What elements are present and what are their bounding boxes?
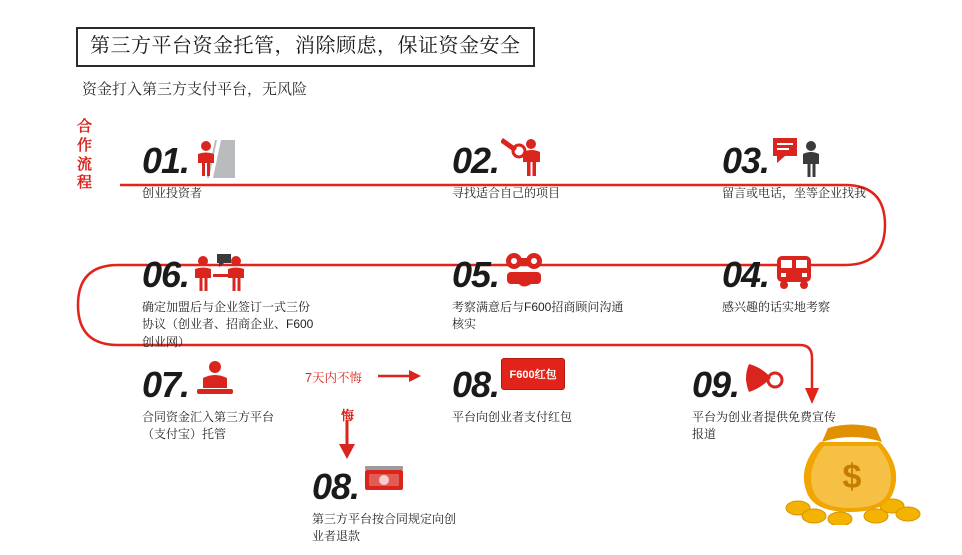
handshake-people-icon [191,248,239,292]
step-01 [142,132,292,202]
step-04-text: 感兴趣的话实地考察 [722,300,831,314]
step-09-head [692,356,842,405]
step-06-head [142,246,314,295]
step-08-payout [452,356,602,426]
step-08-refund-head [312,458,462,507]
step-03-head [722,132,872,181]
road-investor-icon [191,134,239,178]
step-04-head [722,246,872,295]
page-subtitle: 资金打入第三方支付平台，无风险 [82,81,308,98]
bus-icon [771,248,819,292]
person-search-icon [501,134,549,178]
step-07-text: 合同资金汇入第三方平台（支付宝）托管 [142,410,275,442]
step-05-head [452,246,624,295]
step-04-number: 04. [722,253,770,295]
step-01-number: 01. [142,139,190,181]
step-02-head [452,132,602,181]
step-08-payout-number: 08. [452,363,500,405]
step-05-number: 05. [452,253,500,295]
step-03-number: 03. [722,139,770,181]
step-06-number: 06. [142,253,190,295]
flow-side-label: 合作流程 [76,118,93,192]
step-02 [452,132,602,202]
step-08-payout-head [452,356,602,405]
telephone-icon [501,248,549,292]
step-07-number: 07. [142,363,190,405]
step-06 [142,246,314,351]
step-05 [452,246,624,334]
step-07 [142,356,292,444]
money-stack-icon [361,460,409,504]
step-08-refund-number: 08. [312,465,360,507]
step-01-head [142,132,292,181]
red-packet-badge: F600红包 [501,358,565,390]
seven-days-annotation: 7天内不悔 [305,371,362,385]
megaphone-icon [741,358,789,402]
money-bag-icon [780,400,925,525]
page-title: 第三方平台资金托管，消除顾虑，保证资金安全 [76,27,535,67]
step-05-text: 考察满意后与F600招商顾问沟通核实 [452,300,624,332]
svg-text:$: $ [842,458,862,496]
step-03-text: 留言或电话，坐等企业找我 [722,186,867,200]
step-09-text: 平台为创业者提供免费宣传报道 [692,410,837,442]
regret-annotation: 悔 [341,408,355,423]
step-07-head [142,356,292,405]
laptop-person-icon [191,358,239,402]
step-02-number: 02. [452,139,500,181]
step-08-payout-text: 平台向创业者支付红包 [452,410,573,424]
step-08-refund-text: 第三方平台按合同规定向创业者退款 [312,512,457,544]
step-01-text: 创业投资者 [142,186,203,200]
message-person-icon [771,134,819,178]
step-02-text: 寻找适合自己的项目 [452,186,561,200]
step-04 [722,246,872,316]
step-03 [722,132,872,202]
step-06-text: 确定加盟后与企业签订一式三份协议（创业者、招商企业、F600创业网） [142,300,314,349]
step-09-number: 09. [692,363,740,405]
step-08-refund [312,458,462,546]
red-packet-icon [501,358,567,402]
